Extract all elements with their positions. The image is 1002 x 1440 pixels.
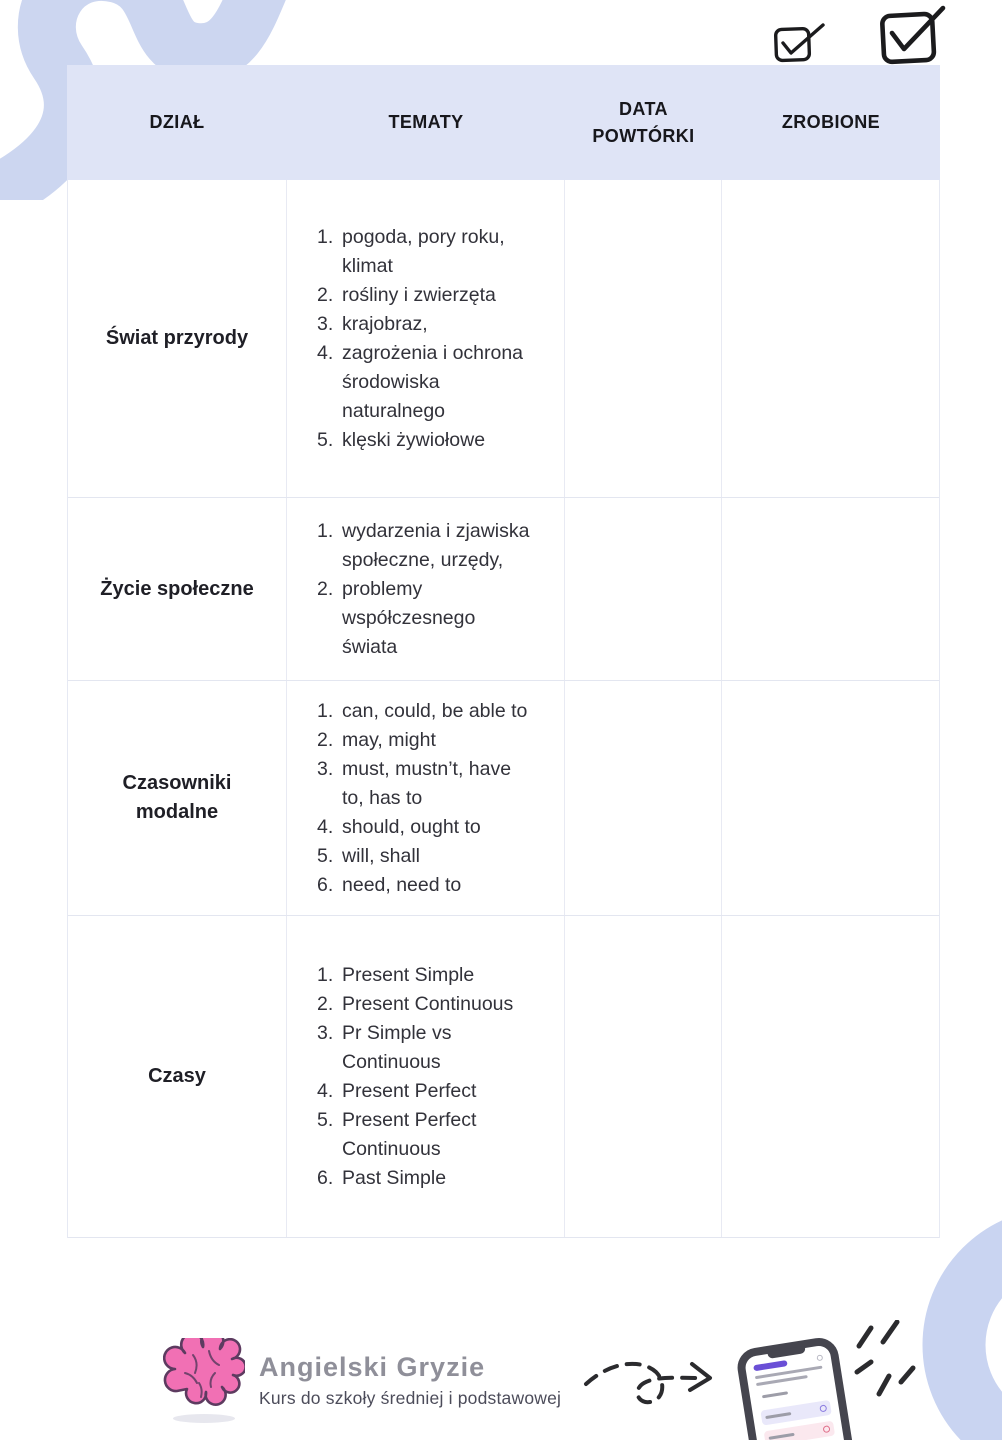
- brand-logo: [163, 1338, 561, 1428]
- dashed-arrow-icon: [580, 1338, 730, 1428]
- brand-tagline: Kurs do szkoły średniej i podstawowej: [259, 1387, 562, 1408]
- data-powtorki-cell-empty: [565, 681, 722, 915]
- table-body: [67, 180, 940, 1238]
- dzial-label: Świat przyrody: [105, 327, 249, 349]
- header-tematy: TEMATY: [388, 112, 464, 133]
- brain-shadow: [173, 1414, 235, 1423]
- zrobione-cell-empty: [722, 916, 940, 1237]
- topic-item: must, mustn’t, have to, has to: [342, 757, 512, 809]
- brand-text: [259, 1352, 561, 1415]
- tematy-list: [317, 517, 535, 662]
- topic-item: Present Perfect: [342, 1079, 477, 1102]
- tematy-list: [317, 223, 535, 455]
- zrobione-cell-empty: [722, 681, 940, 915]
- topic-item: klęski żywiołowe: [342, 428, 486, 451]
- data-powtorki-cell-empty: [565, 180, 722, 497]
- dzial-label: Życie społeczne: [100, 577, 254, 600]
- header-zrobione: ZROBIONE: [781, 112, 881, 133]
- topic-item: can, could, be able to: [342, 699, 528, 722]
- topic-item: need, need to: [342, 873, 462, 896]
- header-data-powtorki: DATA POWTÓRKI: [592, 99, 695, 146]
- brand-name: Angielski Gryzie: [259, 1351, 486, 1382]
- tematy-cell: [287, 180, 565, 497]
- table-header-row: [67, 65, 940, 180]
- emphasis-lines-icon: [845, 1320, 940, 1415]
- table-row: [68, 498, 939, 681]
- topic-item: Past Simple: [342, 1166, 447, 1189]
- data-powtorki-cell-empty: [565, 916, 722, 1237]
- topic-item: should, ought to: [342, 815, 481, 838]
- topic-item: zagrożenia i ochrona środowiska naturalnego: [342, 341, 524, 422]
- dzial-cell: [68, 681, 287, 915]
- topic-item: will, shall: [342, 844, 421, 867]
- topic-item: Present Simple: [342, 963, 475, 986]
- phone-frame: [735, 1335, 864, 1440]
- footer: [0, 1320, 1002, 1440]
- tematy-list: [317, 961, 535, 1193]
- tematy-list: [317, 697, 535, 900]
- tematy-cell: [287, 916, 565, 1237]
- zrobione-cell-empty: [722, 498, 940, 680]
- brain-logo-icon: [163, 1338, 245, 1428]
- topic-item: Present Perfect Continuous: [342, 1108, 477, 1160]
- checkbox-doodles: [765, 2, 965, 72]
- topic-item: Pr Simple vs Continuous: [342, 1021, 452, 1073]
- checkbox-checked-large-icon: [877, 4, 947, 66]
- tematy-cell: [287, 498, 565, 680]
- tematy-cell: [287, 681, 565, 915]
- topic-item: rośliny i zwierzęta: [342, 283, 496, 306]
- dzial-cell: [68, 498, 287, 680]
- table-row: [68, 180, 939, 498]
- dzial-cell: [68, 916, 287, 1237]
- topic-item: may, might: [342, 728, 436, 751]
- table-row: [68, 681, 939, 916]
- topic-item: krajobraz,: [342, 312, 428, 335]
- header-dzial: DZIAŁ: [149, 112, 205, 133]
- zrobione-cell-empty: [722, 180, 940, 497]
- phone-screen: [746, 1347, 852, 1440]
- topic-item: Present Continuous: [342, 992, 514, 1015]
- topic-item: problemy współczesnego świata: [342, 577, 476, 658]
- dzial-label: Czasy: [148, 1065, 206, 1087]
- data-powtorki-cell-empty: [565, 498, 722, 680]
- table-row: [68, 916, 939, 1238]
- dzial-cell: [68, 180, 287, 497]
- checkbox-checked-small-icon: [770, 20, 832, 66]
- topic-item: pogoda, pory roku, klimat: [342, 225, 505, 277]
- dzial-label: Czasowniki modalne: [122, 772, 232, 823]
- topic-item: wydarzenia i zjawiska społeczne, urzędy,: [342, 519, 530, 571]
- study-plan-table: [67, 65, 940, 1238]
